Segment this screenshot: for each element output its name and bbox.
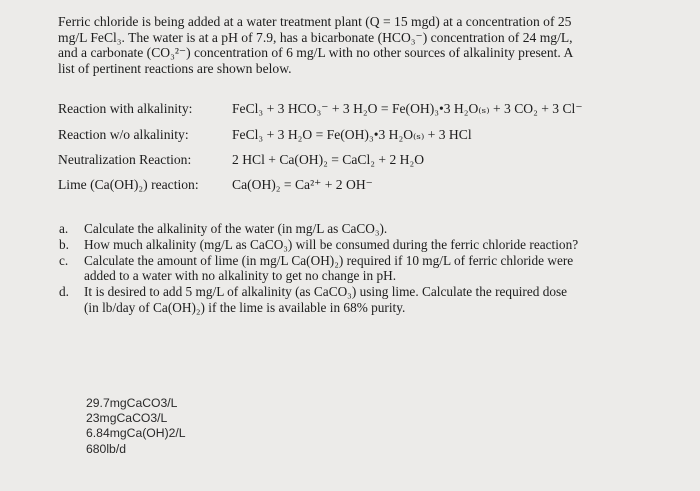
question-text: Calculate the alkalinity of the water (in mg/L as CaCO₃).	[84, 221, 388, 236]
reaction-equation: FeCl₃ + 3 HCO₃⁻ + 3 H₂O = Fe(OH)₃•3 H₂O₍ₛ₎ + 3 CO₂ + 3 Cl⁻	[232, 101, 583, 116]
reaction-label: Lime (Ca(OH)₂) reaction:	[58, 177, 199, 192]
question-item	[58, 237, 668, 253]
reaction-label: Reaction w/o alkalinity:	[58, 127, 189, 142]
question-text: (in lb/day of Ca(OH)₂) if the lime is available in 68% purity.	[84, 299, 406, 315]
problem-line-3: and a carbonate (CO₃²⁻) concentration of 6 mg/L with no other sources of alkalinity present. A	[58, 45, 574, 61]
question-text: It is desired to add 5 mg/L of alkalinity (as CaCO₃) using lime. Calculate the required dose	[84, 284, 568, 300]
question-item	[58, 284, 668, 316]
reaction-equation: FeCl₃ + 3 H₂O = Fe(OH)₃•3 H₂O₍ₛ₎ + 3 HCl	[232, 127, 472, 142]
question-letter: d.	[59, 284, 69, 300]
answer-b: 23mgCaCO3/L	[86, 411, 168, 426]
question-list	[58, 221, 668, 316]
reaction-label: Neutralization Reaction:	[58, 152, 192, 167]
question-letter: c.	[59, 252, 69, 268]
answer-list	[86, 396, 186, 457]
answer-c: 6.84mgCa(OH)2/L	[86, 426, 186, 441]
question-item	[58, 253, 668, 285]
problem-statement	[58, 14, 658, 76]
question-text: Calculate the amount of lime (in mg/L Ca(OH)₂) required if 10 mg/L of ferric chloride were	[84, 252, 574, 268]
problem-line-4: list of pertinent reactions are shown below.	[58, 60, 292, 76]
reaction-label: Reaction with alkalinity:	[58, 101, 193, 116]
answer-a: 29.7mgCaCO3/L	[86, 396, 178, 410]
answer-d: 680lb/d	[86, 441, 126, 456]
question-item	[58, 221, 668, 237]
question-letter: b.	[59, 236, 69, 252]
problem-line-1: Ferric chloride is being added at a water treatment plant (Q = 15 mgd) at a concentration of 25	[58, 14, 572, 29]
problem-line-2: mg/L FeCl₃. The water is at a pH of 7.9, has a bicarbonate (HCO₃⁻) concentration of 24 mg/L,	[58, 29, 573, 45]
question-letter: a.	[59, 221, 69, 236]
question-text: added to a water with no alkalinity to get no change in pH.	[84, 268, 397, 284]
question-text: How much alkalinity (mg/L as CaCO₃) will be consumed during the ferric chloride reaction?	[84, 236, 579, 252]
reaction-equation: 2 HCl + Ca(OH)₂ = CaCl₂ + 2 H₂O	[232, 152, 425, 167]
reaction-equation: Ca(OH)₂ = Ca²⁺ + 2 OH⁻	[232, 177, 373, 192]
